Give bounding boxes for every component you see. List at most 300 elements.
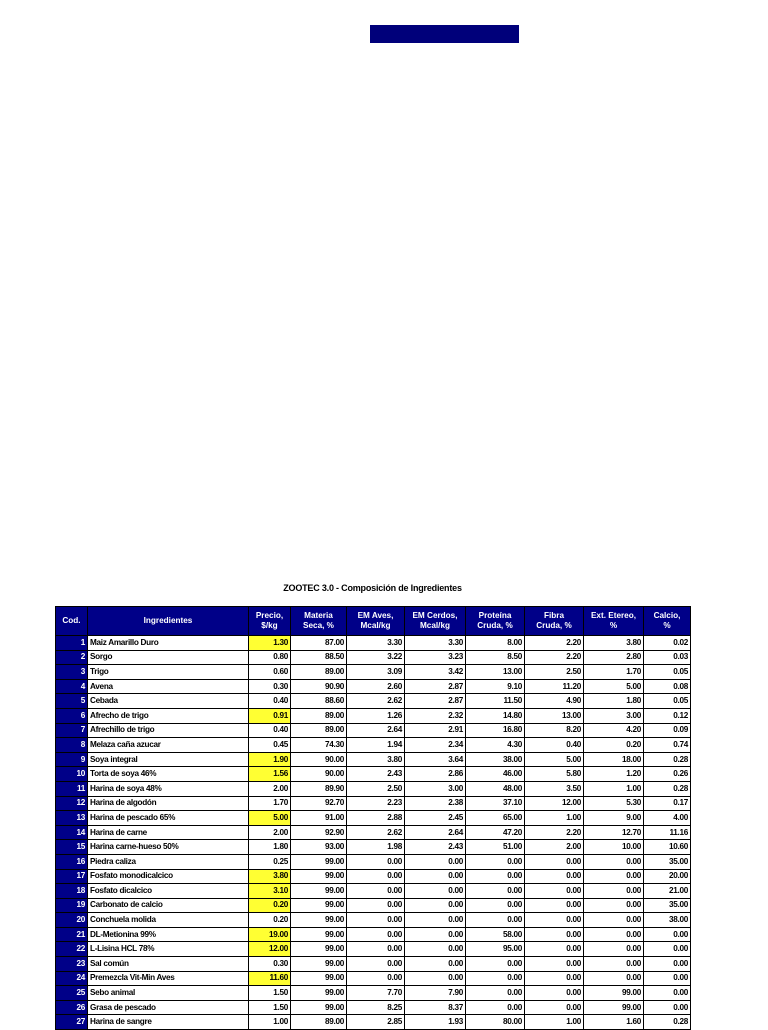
value-cell: 2.50: [525, 665, 584, 680]
value-cell: 0.00: [644, 942, 691, 957]
value-cell: 58.00: [466, 927, 525, 942]
value-cell: 0.00: [584, 913, 644, 928]
value-cell: 0.00: [405, 869, 466, 884]
price-cell[interactable]: 0.40: [249, 694, 291, 709]
value-cell: 2.85: [347, 1015, 405, 1030]
value-cell: 12.70: [584, 825, 644, 840]
value-cell: 1.98: [347, 840, 405, 855]
value-cell: 0.00: [525, 942, 584, 957]
value-cell: 16.80: [466, 723, 525, 738]
table-row: [56, 665, 691, 680]
price-cell[interactable]: 1.30: [249, 636, 291, 651]
value-cell: 99.00: [584, 986, 644, 1001]
value-cell: 3.22: [347, 650, 405, 665]
ingredient-code-cell: 15: [56, 840, 88, 855]
price-cell[interactable]: 19.00: [249, 927, 291, 942]
ingredient-code-cell: 18: [56, 884, 88, 899]
table-row: [56, 957, 691, 972]
ingredient-code-cell: 13: [56, 811, 88, 826]
value-cell: 0.00: [347, 869, 405, 884]
value-cell: 13.00: [525, 708, 584, 723]
value-cell: 0.00: [584, 869, 644, 884]
value-cell: 12.00: [525, 796, 584, 811]
ingredient-name-cell: Harina de sangre: [88, 1015, 249, 1030]
column-header: EM Cerdos, Mcal/kg: [405, 607, 466, 636]
ingredient-name-cell: L-Lisina HCL 78%: [88, 942, 249, 957]
value-cell: 89.00: [291, 1015, 347, 1030]
ingredient-code-cell: 2: [56, 650, 88, 665]
value-cell: 99.00: [291, 913, 347, 928]
ingredient-code-cell: 23: [56, 957, 88, 972]
value-cell: 88.60: [291, 694, 347, 709]
value-cell: 92.90: [291, 825, 347, 840]
table-row: [56, 898, 691, 913]
table-row: [56, 1015, 691, 1030]
value-cell: 1.60: [584, 1015, 644, 1030]
ingredient-name-cell: Harina de pescado 65%: [88, 811, 249, 826]
value-cell: 65.00: [466, 811, 525, 826]
value-cell: 2.20: [525, 650, 584, 665]
value-cell: 4.90: [525, 694, 584, 709]
ingredient-name-cell: Cebada: [88, 694, 249, 709]
value-cell: 88.50: [291, 650, 347, 665]
table-row: [56, 986, 691, 1001]
value-cell: 0.00: [347, 854, 405, 869]
value-cell: 1.80: [584, 694, 644, 709]
table-row: [56, 869, 691, 884]
value-cell: 0.00: [347, 898, 405, 913]
value-cell: 8.00: [466, 636, 525, 651]
value-cell: 14.80: [466, 708, 525, 723]
table-row: [56, 971, 691, 986]
value-cell: 4.30: [466, 738, 525, 753]
value-cell: 2.91: [405, 723, 466, 738]
value-cell: 0.00: [405, 942, 466, 957]
price-cell[interactable]: 0.30: [249, 679, 291, 694]
price-cell[interactable]: 0.25: [249, 854, 291, 869]
ingredient-name-cell: Carbonato de calcio: [88, 898, 249, 913]
value-cell: 0.00: [466, 957, 525, 972]
ingredient-name-cell: Avena: [88, 679, 249, 694]
value-cell: 5.30: [584, 796, 644, 811]
price-cell[interactable]: 0.91: [249, 708, 291, 723]
value-cell: 92.70: [291, 796, 347, 811]
value-cell: 99.00: [291, 898, 347, 913]
table-row: [56, 1000, 691, 1015]
value-cell: 38.00: [644, 913, 691, 928]
ingredient-name-cell: Sorgo: [88, 650, 249, 665]
table-row: [56, 781, 691, 796]
value-cell: 95.00: [466, 942, 525, 957]
value-cell: 0.00: [347, 913, 405, 928]
ingredient-name-cell: Sebo animal: [88, 986, 249, 1001]
value-cell: 1.20: [584, 767, 644, 782]
value-cell: 2.87: [405, 679, 466, 694]
price-cell[interactable]: 3.10: [249, 884, 291, 899]
ingredient-code-cell: 14: [56, 825, 88, 840]
price-cell[interactable]: 1.00: [249, 1015, 291, 1030]
value-cell: 11.20: [525, 679, 584, 694]
value-cell: 3.50: [525, 781, 584, 796]
table-row: [56, 636, 691, 651]
value-cell: 48.00: [466, 781, 525, 796]
table-row: [56, 913, 691, 928]
value-cell: 0.00: [525, 971, 584, 986]
value-cell: 2.88: [347, 811, 405, 826]
value-cell: 0.28: [644, 781, 691, 796]
value-cell: 0.00: [584, 971, 644, 986]
value-cell: 35.00: [644, 898, 691, 913]
value-cell: 99.00: [291, 869, 347, 884]
ingredient-name-cell: Piedra caliza: [88, 854, 249, 869]
value-cell: 99.00: [291, 971, 347, 986]
column-header: Precio, $/kg: [249, 607, 291, 636]
value-cell: 0.00: [525, 869, 584, 884]
value-cell: 2.60: [347, 679, 405, 694]
value-cell: 2.34: [405, 738, 466, 753]
value-cell: 5.00: [584, 679, 644, 694]
value-cell: 0.08: [644, 679, 691, 694]
value-cell: 9.10: [466, 679, 525, 694]
value-cell: 0.05: [644, 665, 691, 680]
value-cell: 8.25: [347, 1000, 405, 1015]
value-cell: 0.09: [644, 723, 691, 738]
value-cell: 0.00: [466, 898, 525, 913]
value-cell: 0.00: [347, 957, 405, 972]
value-cell: 0.74: [644, 738, 691, 753]
value-cell: 99.00: [291, 884, 347, 899]
value-cell: 99.00: [291, 854, 347, 869]
value-cell: 0.00: [347, 927, 405, 942]
value-cell: 99.00: [291, 927, 347, 942]
value-cell: 2.43: [347, 767, 405, 782]
table-row: [56, 650, 691, 665]
value-cell: 1.00: [525, 1015, 584, 1030]
ingredient-code-cell: 8: [56, 738, 88, 753]
value-cell: 11.50: [466, 694, 525, 709]
value-cell: 5.00: [525, 752, 584, 767]
ingredient-code-cell: 4: [56, 679, 88, 694]
column-header: Fibra Cruda, %: [525, 607, 584, 636]
ingredient-code-cell: 26: [56, 1000, 88, 1015]
ingredient-name-cell: Harina carne-hueso 50%: [88, 840, 249, 855]
price-cell[interactable]: 0.80: [249, 650, 291, 665]
ingredient-code-cell: 16: [56, 854, 88, 869]
value-cell: 10.60: [644, 840, 691, 855]
value-cell: 51.00: [466, 840, 525, 855]
value-cell: 2.64: [405, 825, 466, 840]
value-cell: 3.80: [584, 636, 644, 651]
ingredient-code-cell: 3: [56, 665, 88, 680]
value-cell: 0.00: [644, 1000, 691, 1015]
table-row: [56, 694, 691, 709]
value-cell: 0.28: [644, 1015, 691, 1030]
value-cell: 90.90: [291, 679, 347, 694]
value-cell: 46.00: [466, 767, 525, 782]
table-row: [56, 854, 691, 869]
value-cell: 0.00: [525, 986, 584, 1001]
value-cell: 99.00: [291, 942, 347, 957]
value-cell: 0.00: [466, 884, 525, 899]
column-header: Cod.: [56, 607, 88, 636]
price-cell[interactable]: 2.00: [249, 781, 291, 796]
ingredient-code-cell: 9: [56, 752, 88, 767]
column-header: Proteína Cruda, %: [466, 607, 525, 636]
value-cell: 0.00: [525, 1000, 584, 1015]
price-cell[interactable]: 2.00: [249, 825, 291, 840]
table-row: [56, 811, 691, 826]
value-cell: 8.50: [466, 650, 525, 665]
value-cell: 2.43: [405, 840, 466, 855]
value-cell: 1.94: [347, 738, 405, 753]
value-cell: 0.00: [466, 854, 525, 869]
value-cell: 87.00: [291, 636, 347, 651]
ingredient-code-cell: 22: [56, 942, 88, 957]
value-cell: 2.64: [347, 723, 405, 738]
value-cell: 3.80: [347, 752, 405, 767]
value-cell: 93.00: [291, 840, 347, 855]
ingredient-name-cell: DL-Metionina 99%: [88, 927, 249, 942]
value-cell: 0.00: [525, 854, 584, 869]
table-header-row: [56, 607, 691, 636]
value-cell: 0.00: [644, 986, 691, 1001]
value-cell: 0.00: [405, 854, 466, 869]
value-cell: 1.70: [584, 665, 644, 680]
value-cell: 0.40: [525, 738, 584, 753]
value-cell: 8.37: [405, 1000, 466, 1015]
value-cell: 2.45: [405, 811, 466, 826]
table-row: [56, 708, 691, 723]
table-row: [56, 825, 691, 840]
ingredient-code-cell: 17: [56, 869, 88, 884]
ingredient-code-cell: 24: [56, 971, 88, 986]
ingredients-table: [55, 606, 691, 1030]
value-cell: 99.00: [291, 957, 347, 972]
document-title: ZOOTEC 3.0 - Composición de Ingredientes: [283, 583, 462, 593]
price-cell[interactable]: 1.80: [249, 840, 291, 855]
value-cell: 0.00: [405, 957, 466, 972]
value-cell: 3.64: [405, 752, 466, 767]
table-row: [56, 679, 691, 694]
value-cell: 99.00: [291, 1000, 347, 1015]
price-cell[interactable]: 11.60: [249, 971, 291, 986]
value-cell: 0.00: [525, 884, 584, 899]
column-header: Ingredientes: [88, 607, 249, 636]
price-cell[interactable]: 0.30: [249, 957, 291, 972]
table-body: [56, 636, 691, 1030]
value-cell: 0.00: [347, 942, 405, 957]
value-cell: 2.00: [525, 840, 584, 855]
value-cell: 0.00: [466, 869, 525, 884]
price-cell[interactable]: 1.50: [249, 1000, 291, 1015]
value-cell: 0.03: [644, 650, 691, 665]
value-cell: 1.00: [525, 811, 584, 826]
value-cell: 89.00: [291, 665, 347, 680]
ingredient-code-cell: 5: [56, 694, 88, 709]
price-cell[interactable]: 0.60: [249, 665, 291, 680]
price-cell[interactable]: 0.40: [249, 723, 291, 738]
price-cell[interactable]: 0.45: [249, 738, 291, 753]
ingredient-code-cell: 21: [56, 927, 88, 942]
value-cell: 0.00: [584, 957, 644, 972]
value-cell: 2.20: [525, 825, 584, 840]
value-cell: 37.10: [466, 796, 525, 811]
value-cell: 2.20: [525, 636, 584, 651]
value-cell: 89.00: [291, 723, 347, 738]
ingredient-code-cell: 27: [56, 1015, 88, 1030]
value-cell: 0.00: [405, 927, 466, 942]
ingredient-code-cell: 20: [56, 913, 88, 928]
value-cell: 0.00: [584, 884, 644, 899]
value-cell: 99.00: [291, 986, 347, 1001]
value-cell: 7.90: [405, 986, 466, 1001]
column-header: Ext. Etereo, %: [584, 607, 644, 636]
value-cell: 91.00: [291, 811, 347, 826]
value-cell: 2.86: [405, 767, 466, 782]
value-cell: 0.02: [644, 636, 691, 651]
value-cell: 1.26: [347, 708, 405, 723]
value-cell: 89.00: [291, 708, 347, 723]
value-cell: 3.30: [405, 636, 466, 651]
ingredient-name-cell: Afrecho de trigo: [88, 708, 249, 723]
ingredient-name-cell: Fosfato dicalcico: [88, 884, 249, 899]
value-cell: 89.90: [291, 781, 347, 796]
table-row: [56, 752, 691, 767]
table-row: [56, 767, 691, 782]
value-cell: 0.00: [584, 927, 644, 942]
value-cell: 8.20: [525, 723, 584, 738]
price-cell[interactable]: 0.20: [249, 913, 291, 928]
ingredient-code-cell: 11: [56, 781, 88, 796]
value-cell: 0.26: [644, 767, 691, 782]
price-cell[interactable]: 1.56: [249, 767, 291, 782]
value-cell: 3.09: [347, 665, 405, 680]
value-cell: 0.17: [644, 796, 691, 811]
value-cell: 0.00: [644, 971, 691, 986]
ingredient-name-cell: Trigo: [88, 665, 249, 680]
price-cell[interactable]: 1.50: [249, 986, 291, 1001]
value-cell: 3.30: [347, 636, 405, 651]
ingredient-name-cell: Afrechillo de trigo: [88, 723, 249, 738]
value-cell: 38.00: [466, 752, 525, 767]
value-cell: 0.00: [405, 913, 466, 928]
value-cell: 2.87: [405, 694, 466, 709]
value-cell: 9.00: [584, 811, 644, 826]
ingredient-name-cell: Fosfato monodicalcico: [88, 869, 249, 884]
value-cell: 0.00: [347, 971, 405, 986]
column-header: EM Aves, Mcal/kg: [347, 607, 405, 636]
ingredient-code-cell: 19: [56, 898, 88, 913]
ingredient-code-cell: 10: [56, 767, 88, 782]
value-cell: 0.00: [405, 898, 466, 913]
price-cell[interactable]: 1.90: [249, 752, 291, 767]
value-cell: 0.00: [525, 927, 584, 942]
value-cell: 3.23: [405, 650, 466, 665]
ingredient-name-cell: Harina de carne: [88, 825, 249, 840]
ingredient-name-cell: Maiz Amarillo Duro: [88, 636, 249, 651]
value-cell: 80.00: [466, 1015, 525, 1030]
value-cell: 1.00: [584, 781, 644, 796]
value-cell: 0.00: [405, 971, 466, 986]
value-cell: 3.00: [584, 708, 644, 723]
value-cell: 0.00: [584, 854, 644, 869]
ingredient-code-cell: 25: [56, 986, 88, 1001]
table-row: [56, 796, 691, 811]
value-cell: 0.28: [644, 752, 691, 767]
value-cell: 74.30: [291, 738, 347, 753]
column-header: Calcio, %: [644, 607, 691, 636]
ingredient-name-cell: Grasa de pescado: [88, 1000, 249, 1015]
ingredient-name-cell: Sal común: [88, 957, 249, 972]
value-cell: 0.00: [644, 927, 691, 942]
value-cell: 2.38: [405, 796, 466, 811]
ingredient-name-cell: Premezcla Vit-Min Aves: [88, 971, 249, 986]
value-cell: 2.50: [347, 781, 405, 796]
value-cell: 2.80: [584, 650, 644, 665]
value-cell: 2.32: [405, 708, 466, 723]
table-row: [56, 884, 691, 899]
value-cell: 1.93: [405, 1015, 466, 1030]
value-cell: 3.00: [405, 781, 466, 796]
value-cell: 0.20: [584, 738, 644, 753]
value-cell: 4.20: [584, 723, 644, 738]
value-cell: 13.00: [466, 665, 525, 680]
value-cell: 11.16: [644, 825, 691, 840]
value-cell: 0.00: [584, 942, 644, 957]
value-cell: 0.00: [466, 1000, 525, 1015]
value-cell: 0.00: [525, 898, 584, 913]
price-cell[interactable]: 0.20: [249, 898, 291, 913]
value-cell: 90.00: [291, 767, 347, 782]
column-header: Materia Seca, %: [291, 607, 347, 636]
value-cell: 0.00: [466, 986, 525, 1001]
value-cell: 0.00: [466, 913, 525, 928]
ingredient-code-cell: 12: [56, 796, 88, 811]
ingredient-code-cell: 7: [56, 723, 88, 738]
value-cell: 0.00: [525, 913, 584, 928]
table-row: [56, 723, 691, 738]
ingredient-name-cell: Soya integral: [88, 752, 249, 767]
header-bar: [370, 25, 519, 43]
price-cell[interactable]: 12.00: [249, 942, 291, 957]
value-cell: 0.00: [525, 957, 584, 972]
value-cell: 0.00: [644, 957, 691, 972]
ingredient-code-cell: 6: [56, 708, 88, 723]
ingredient-name-cell: Harina de soya 48%: [88, 781, 249, 796]
ingredient-name-cell: Conchuela molida: [88, 913, 249, 928]
value-cell: 0.12: [644, 708, 691, 723]
ingredient-name-cell: Melaza caña azucar: [88, 738, 249, 753]
value-cell: 2.23: [347, 796, 405, 811]
ingredient-name-cell: Harina de algodón: [88, 796, 249, 811]
value-cell: 0.00: [466, 971, 525, 986]
value-cell: 20.00: [644, 869, 691, 884]
value-cell: 99.00: [584, 1000, 644, 1015]
price-cell[interactable]: 1.70: [249, 796, 291, 811]
value-cell: 0.00: [347, 884, 405, 899]
table-row: [56, 738, 691, 753]
ingredient-code-cell: 1: [56, 636, 88, 651]
price-cell[interactable]: 5.00: [249, 811, 291, 826]
value-cell: 35.00: [644, 854, 691, 869]
table-row: [56, 927, 691, 942]
table-row: [56, 942, 691, 957]
value-cell: 4.00: [644, 811, 691, 826]
table-row: [56, 840, 691, 855]
value-cell: 90.00: [291, 752, 347, 767]
value-cell: 5.80: [525, 767, 584, 782]
price-cell[interactable]: 3.80: [249, 869, 291, 884]
